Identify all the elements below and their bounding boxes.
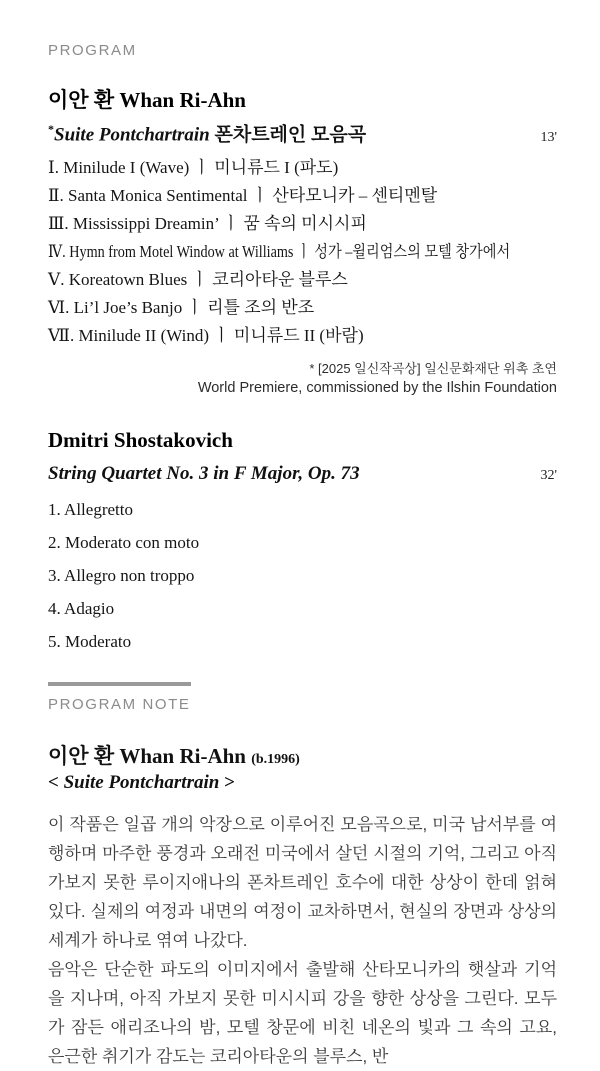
composer-name: 이안 환 Whan Ri-Ahn bbox=[48, 88, 246, 112]
note-paragraph: 음악은 단순한 파도의 이미지에서 출발해 산타모니카의 햇살과 기억을 지나며, 아직 가보지 못한 미시시피 강을 향한 상상을 그린다. 모두가 잠든 애리조나의 밤, 모텔 창문에 비친 네온의 빛과 그 속의 고요, 은근한 취기가 감도는 코리아타운의 블루스, 반 bbox=[48, 960, 557, 1066]
note-body bbox=[48, 810, 557, 1071]
premiere-footnote-kr: * [2025 일신작곡상] 일신문화재단 위촉 초연 bbox=[309, 361, 557, 377]
work-title bbox=[48, 122, 366, 147]
movement-list bbox=[48, 154, 557, 350]
section-divider bbox=[48, 682, 191, 686]
note-composer-heading bbox=[48, 743, 557, 769]
work-title-kr: 폰차트레인 모음곡 bbox=[214, 124, 367, 146]
program-section-label: PROGRAM bbox=[48, 42, 137, 59]
premiere-footnote bbox=[48, 359, 557, 399]
movement-text: Ⅵ. Li’l Joe’s Banjo ㅣ 리틀 조의 반조 bbox=[48, 298, 315, 318]
premiere-asterisk: * bbox=[48, 122, 54, 137]
movement-item bbox=[48, 592, 557, 625]
angle-bracket-open: < bbox=[48, 772, 64, 794]
movement-item bbox=[48, 210, 557, 238]
note-composer-name: 이안 환 Whan Ri-Ahn bbox=[48, 744, 246, 769]
movement-item bbox=[48, 294, 557, 322]
movement-text: 5. Moderato bbox=[48, 632, 132, 652]
note-work-title-text: Suite Pontchartrain bbox=[63, 772, 220, 794]
note-work-title bbox=[48, 769, 557, 797]
work-title-row bbox=[48, 462, 557, 486]
work-title-en: String Quartet No. 3 in F Major, Op. 73 bbox=[48, 463, 360, 485]
movement-list bbox=[48, 493, 557, 658]
program-note-section-label: PROGRAM NOTE bbox=[48, 696, 191, 714]
movement-item bbox=[48, 322, 557, 350]
note-paragraph: 이 작품은 일곱 개의 악장으로 이루어진 모음곡으로, 미국 남서부를 여행하며 마주한 풍경과 오래전 미국에서 살던 시절의 기억, 그리고 아직 가보지 못한 루이지애나의 폰차트레인 호수에 대한 상상이 한데 얽혀 있다. 실제의 여정과 내면의 여정이 교차하면서, 현실의 장면과 상상의 세계가 하나로 엮여 나갔다. bbox=[48, 815, 557, 950]
movement-text: Ⅰ. Minilude I (Wave) ㅣ 미니류드 I (파도) bbox=[48, 158, 339, 178]
program-note bbox=[48, 743, 557, 1071]
movement-item bbox=[48, 238, 557, 266]
note-composer-birth: (b.1996) bbox=[251, 752, 300, 768]
work-duration: 13' bbox=[540, 129, 557, 145]
movement-text: Ⅳ. Hymn from Motel Window at Williams ㅣ 성가 –윌리엄스의 모텔 창가에서 bbox=[48, 242, 511, 262]
work-whan-ri-ahn bbox=[48, 88, 557, 399]
movement-item bbox=[48, 154, 557, 182]
movement-text: 1. Allegretto bbox=[48, 500, 133, 520]
movement-item bbox=[48, 526, 557, 559]
movement-item bbox=[48, 182, 557, 210]
movement-text: 2. Moderato con moto bbox=[48, 533, 200, 553]
movement-text: Ⅴ. Koreatown Blues ㅣ 코리아타운 블루스 bbox=[48, 270, 348, 290]
composer-name: Dmitri Shostakovich bbox=[48, 428, 233, 453]
premiere-footnote-en: World Premiere, commissioned by the Ilshin Foundation bbox=[197, 380, 557, 397]
movement-item bbox=[48, 625, 557, 658]
angle-bracket-close: > bbox=[219, 772, 235, 794]
movement-text: Ⅱ. Santa Monica Sentimental ㅣ 산타모니카 – 센티멘탈 bbox=[48, 186, 438, 206]
work-shostakovich bbox=[48, 428, 557, 658]
movement-text: 3. Allegro non troppo bbox=[48, 566, 195, 586]
movement-item bbox=[48, 266, 557, 294]
movement-item bbox=[48, 493, 557, 526]
work-duration: 32' bbox=[540, 468, 557, 484]
work-title bbox=[48, 462, 360, 486]
movement-text: Ⅲ. Mississippi Dreamin’ ㅣ 꿈 속의 미시시피 bbox=[48, 214, 367, 234]
movement-text: Ⅶ. Minilude II (Wind) ㅣ 미니류드 II (바람) bbox=[48, 326, 364, 346]
work-title-row bbox=[48, 122, 557, 147]
movement-text: 4. Adagio bbox=[48, 599, 115, 619]
movement-item bbox=[48, 559, 557, 592]
work-title-en: Suite Pontchartrain bbox=[54, 124, 210, 146]
